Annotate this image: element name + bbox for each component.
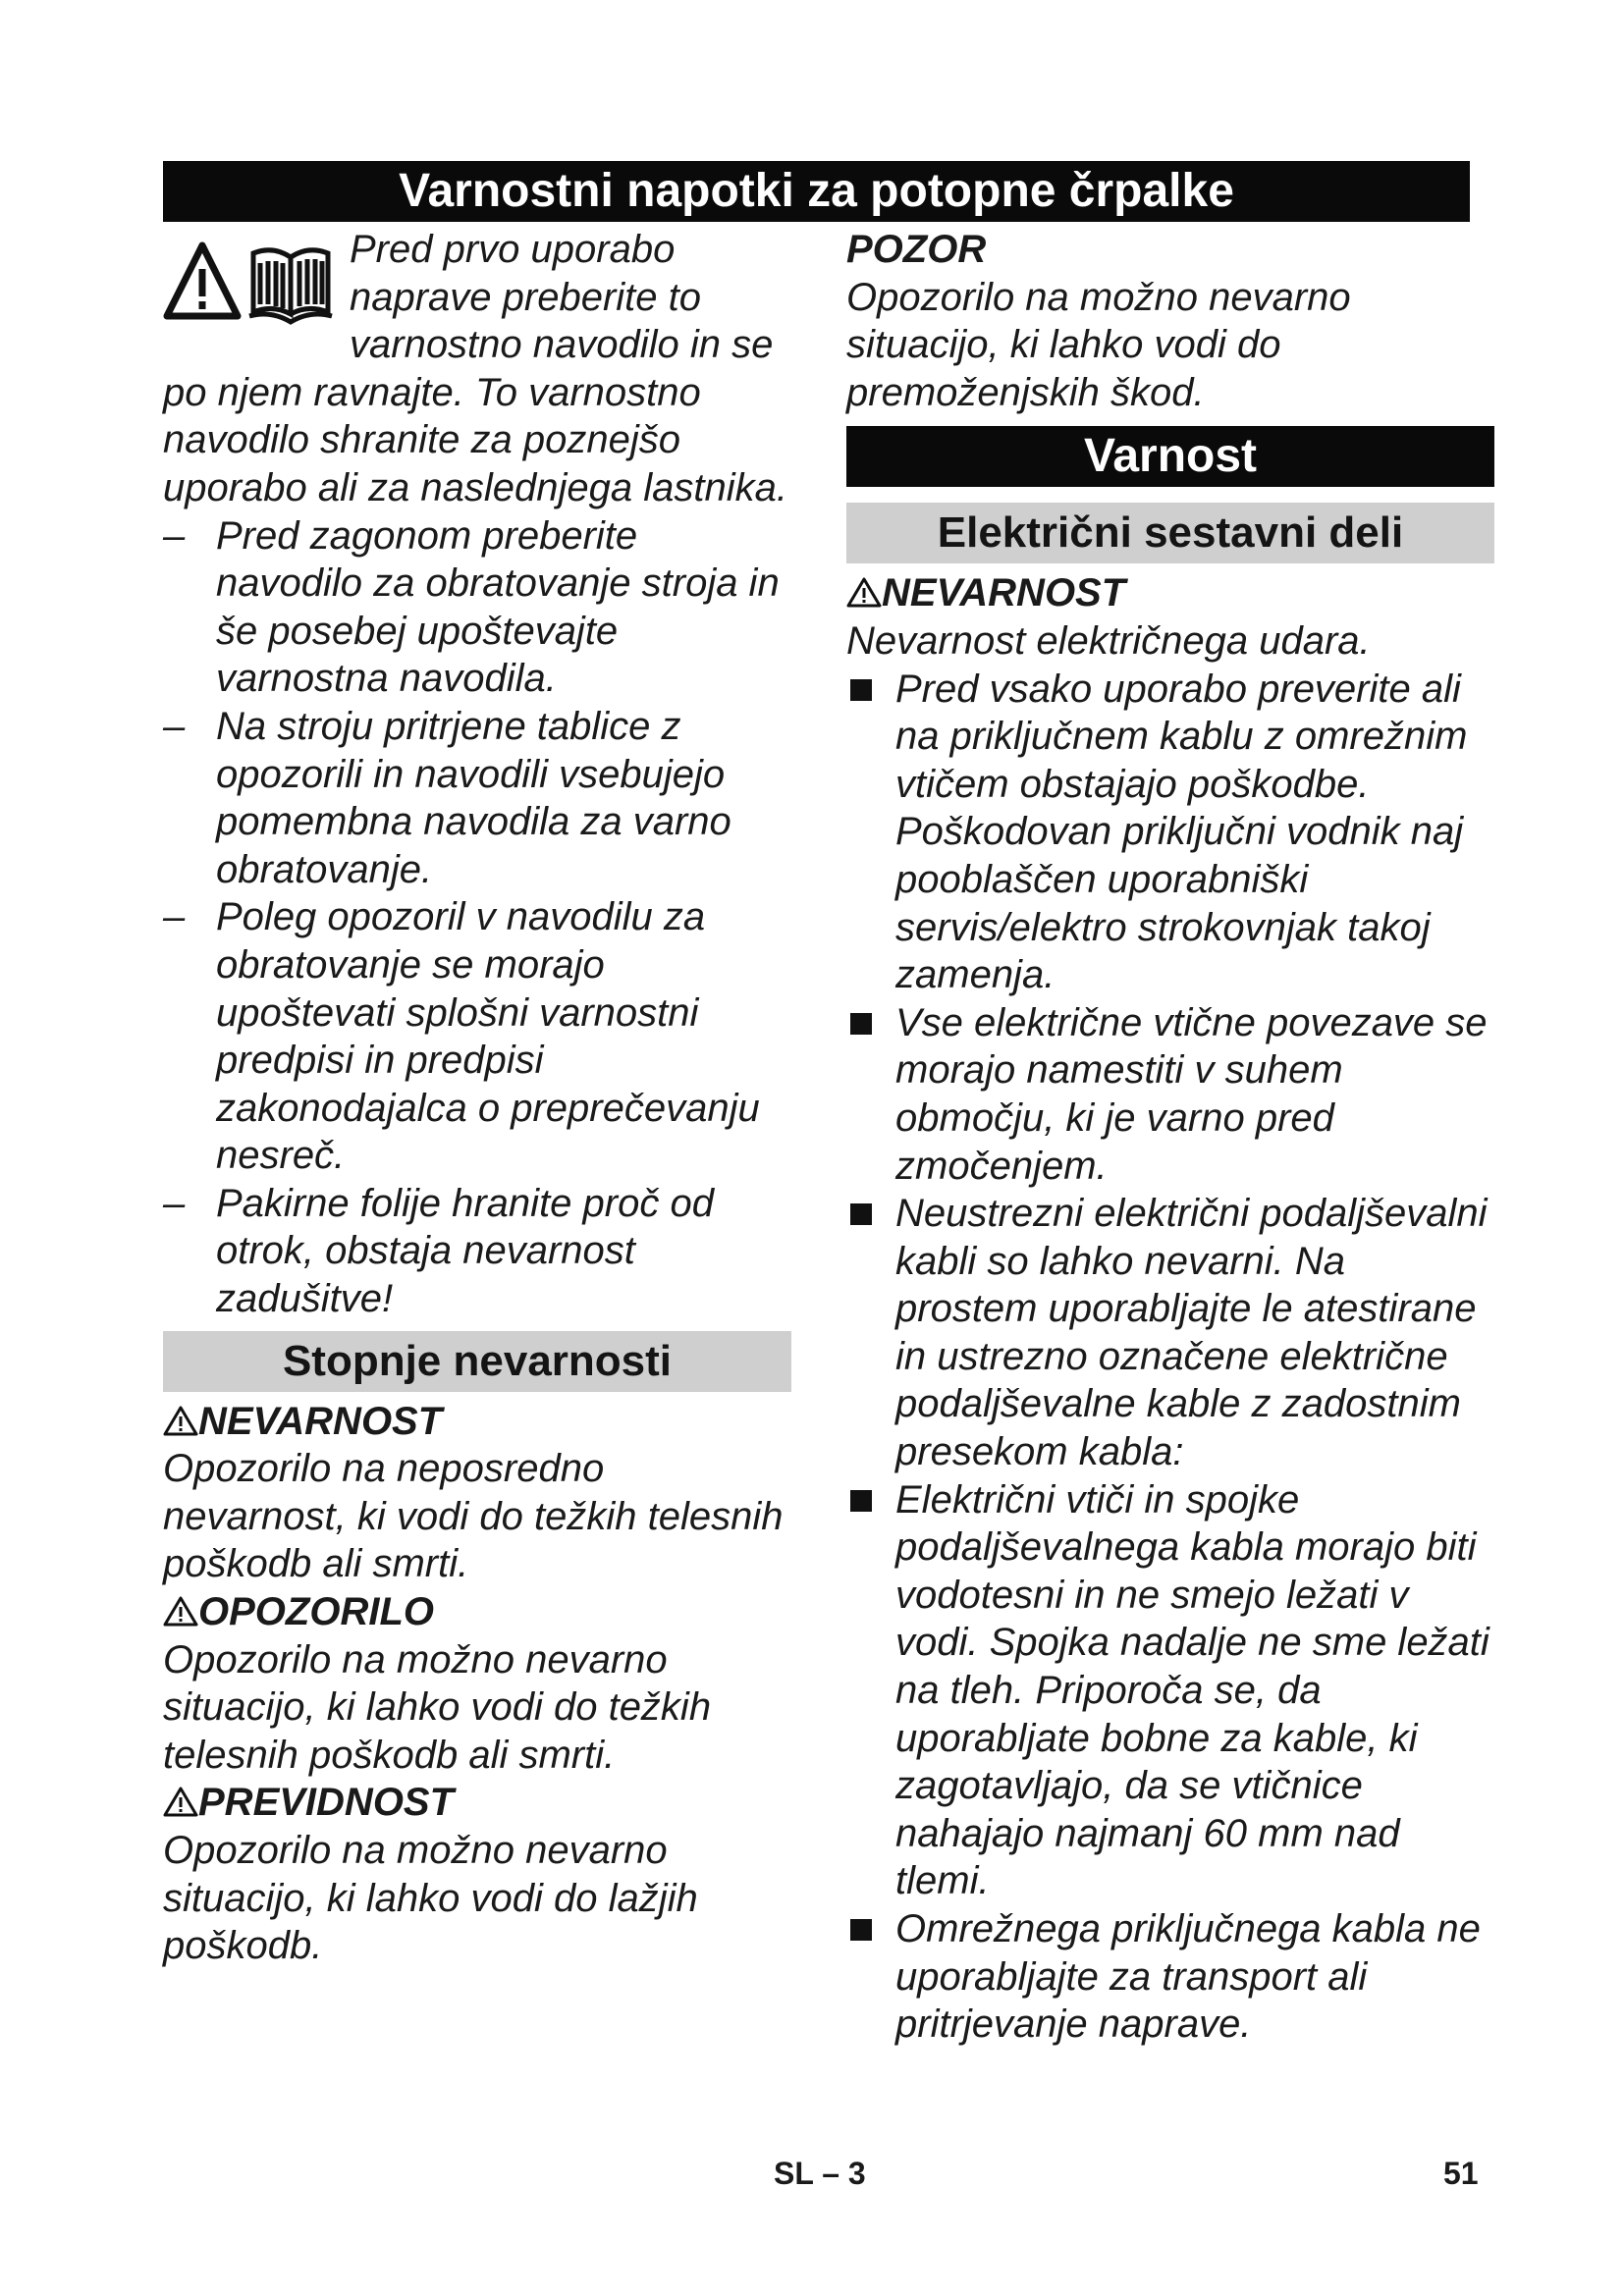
level-text-caution: Opozorilo na možno nevarno situacijo, ki lahko vodi do lažjih poškodb. (163, 1829, 698, 1968)
left-column (163, 226, 791, 1970)
list-item: Električni vtiči in spojke podaljševalnega kabla morajo biti vodotesni in ne smejo ležati v vodi. Spojka nadalje ne sme ležati na tleh. Priporoča se, da uporabljate bobne za kable, ki zagotavljajo, da se vtičnice nahajajo najmanj 60 mm nad tlemi. (846, 1476, 1494, 1905)
bullet-square-icon (850, 1203, 872, 1225)
list-item: – Na stroju pritrjene tablice z opozorili in navodili vsebujejo pomembna navodila za varno obratovanje. (163, 704, 731, 891)
list-item: – Poleg opozoril v navodilu za obratovanje se morajo upoštevati splošni varnostni predpisi in predpisi zakonodajalca o preprečevanju nesreč. (163, 895, 760, 1178)
level-text-notice: Opozorilo na možno nevarno situacijo, ki lahko vodi do premoženjskih škod. (846, 275, 1351, 414)
level-label-danger: NEVARNOST (846, 569, 1494, 617)
section-heading-safety: Varnost (846, 426, 1494, 487)
level-label-warning: OPOZORILO (163, 1588, 791, 1636)
warning-triangle-icon (163, 1786, 198, 1817)
danger-text: Nevarnost električnega udara. (846, 618, 1371, 663)
list-item: Pred vsako uporabo preverite ali na priključnem kablu z omrežnim vtičem obstajajo poškodbe. Poškodovan priključni vodnik naj pooblaščen uporabniški servis/elektro strokovnjak takoj zamenja. (846, 666, 1494, 999)
footer-page-number: 51 (1443, 2156, 1479, 2191)
level-text-warning: Opozorilo na možno nevarno situacijo, ki lahko vodi do težkih telesnih poškodb ali smrti. (163, 1637, 712, 1777)
bullet-square-icon (850, 1919, 872, 1941)
level-label-danger: NEVARNOST (163, 1398, 791, 1446)
right-column (846, 226, 1494, 2049)
level-label-notice: POZOR (846, 228, 987, 271)
page-title: Varnostni napotki za potopne črpalke (163, 161, 1470, 222)
warning-triangle-icon (163, 1595, 198, 1627)
bullet-square-icon (850, 679, 872, 701)
list-item: Neustrezni električni podaljševalni kabli so lahko nevarni. Na prostem uporabljajte le atestirane in ustrezno označene električne podaljševalne kable z zadostnim presekom kabla: (846, 1190, 1494, 1476)
bullet-square-icon (850, 1490, 872, 1512)
list-item: Vse električne vtične povezave se morajo namestiti v suhem območju, ki je varno pred zmočenjem. (846, 999, 1494, 1190)
intro-text: Pred prvo uporabo naprave preberite to varnostno navodilo in se po njem ravnajte. To varnostno navodilo shranite za poznejšo uporabo ali za naslednjega lastnika. (163, 228, 787, 509)
intro-paragraph (163, 226, 791, 512)
bullet-square-icon (850, 1013, 872, 1035)
list-item: – Pred zagonom preberite navodilo za obratovanje stroja in še posebej upoštevajte varnostna navodila. (163, 513, 780, 701)
level-text-danger: Opozorilo na neposredno nevarnost, ki vodi do težkih telesnih poškodb ali smrti. (163, 1447, 784, 1586)
list-item: – Pakirne folije hranite proč od otrok, obstaja nevarnost zadušitve! (163, 1181, 714, 1321)
section-heading-hazard-levels: Stopnje nevarnosti (163, 1331, 791, 1392)
footer-section-code: SL – 3 (774, 2156, 866, 2191)
warning-and-manual-icon (163, 240, 336, 328)
warning-triangle-icon (846, 576, 882, 608)
subsection-heading-electrical: Električni sestavni deli (846, 503, 1494, 563)
level-label-caution: PREVIDNOST (163, 1779, 791, 1827)
warning-triangle-icon (163, 1405, 198, 1436)
list-item: Omrežnega priključnega kabla ne uporabljajte za transport ali pritrjevanje naprave. (846, 1905, 1494, 2049)
